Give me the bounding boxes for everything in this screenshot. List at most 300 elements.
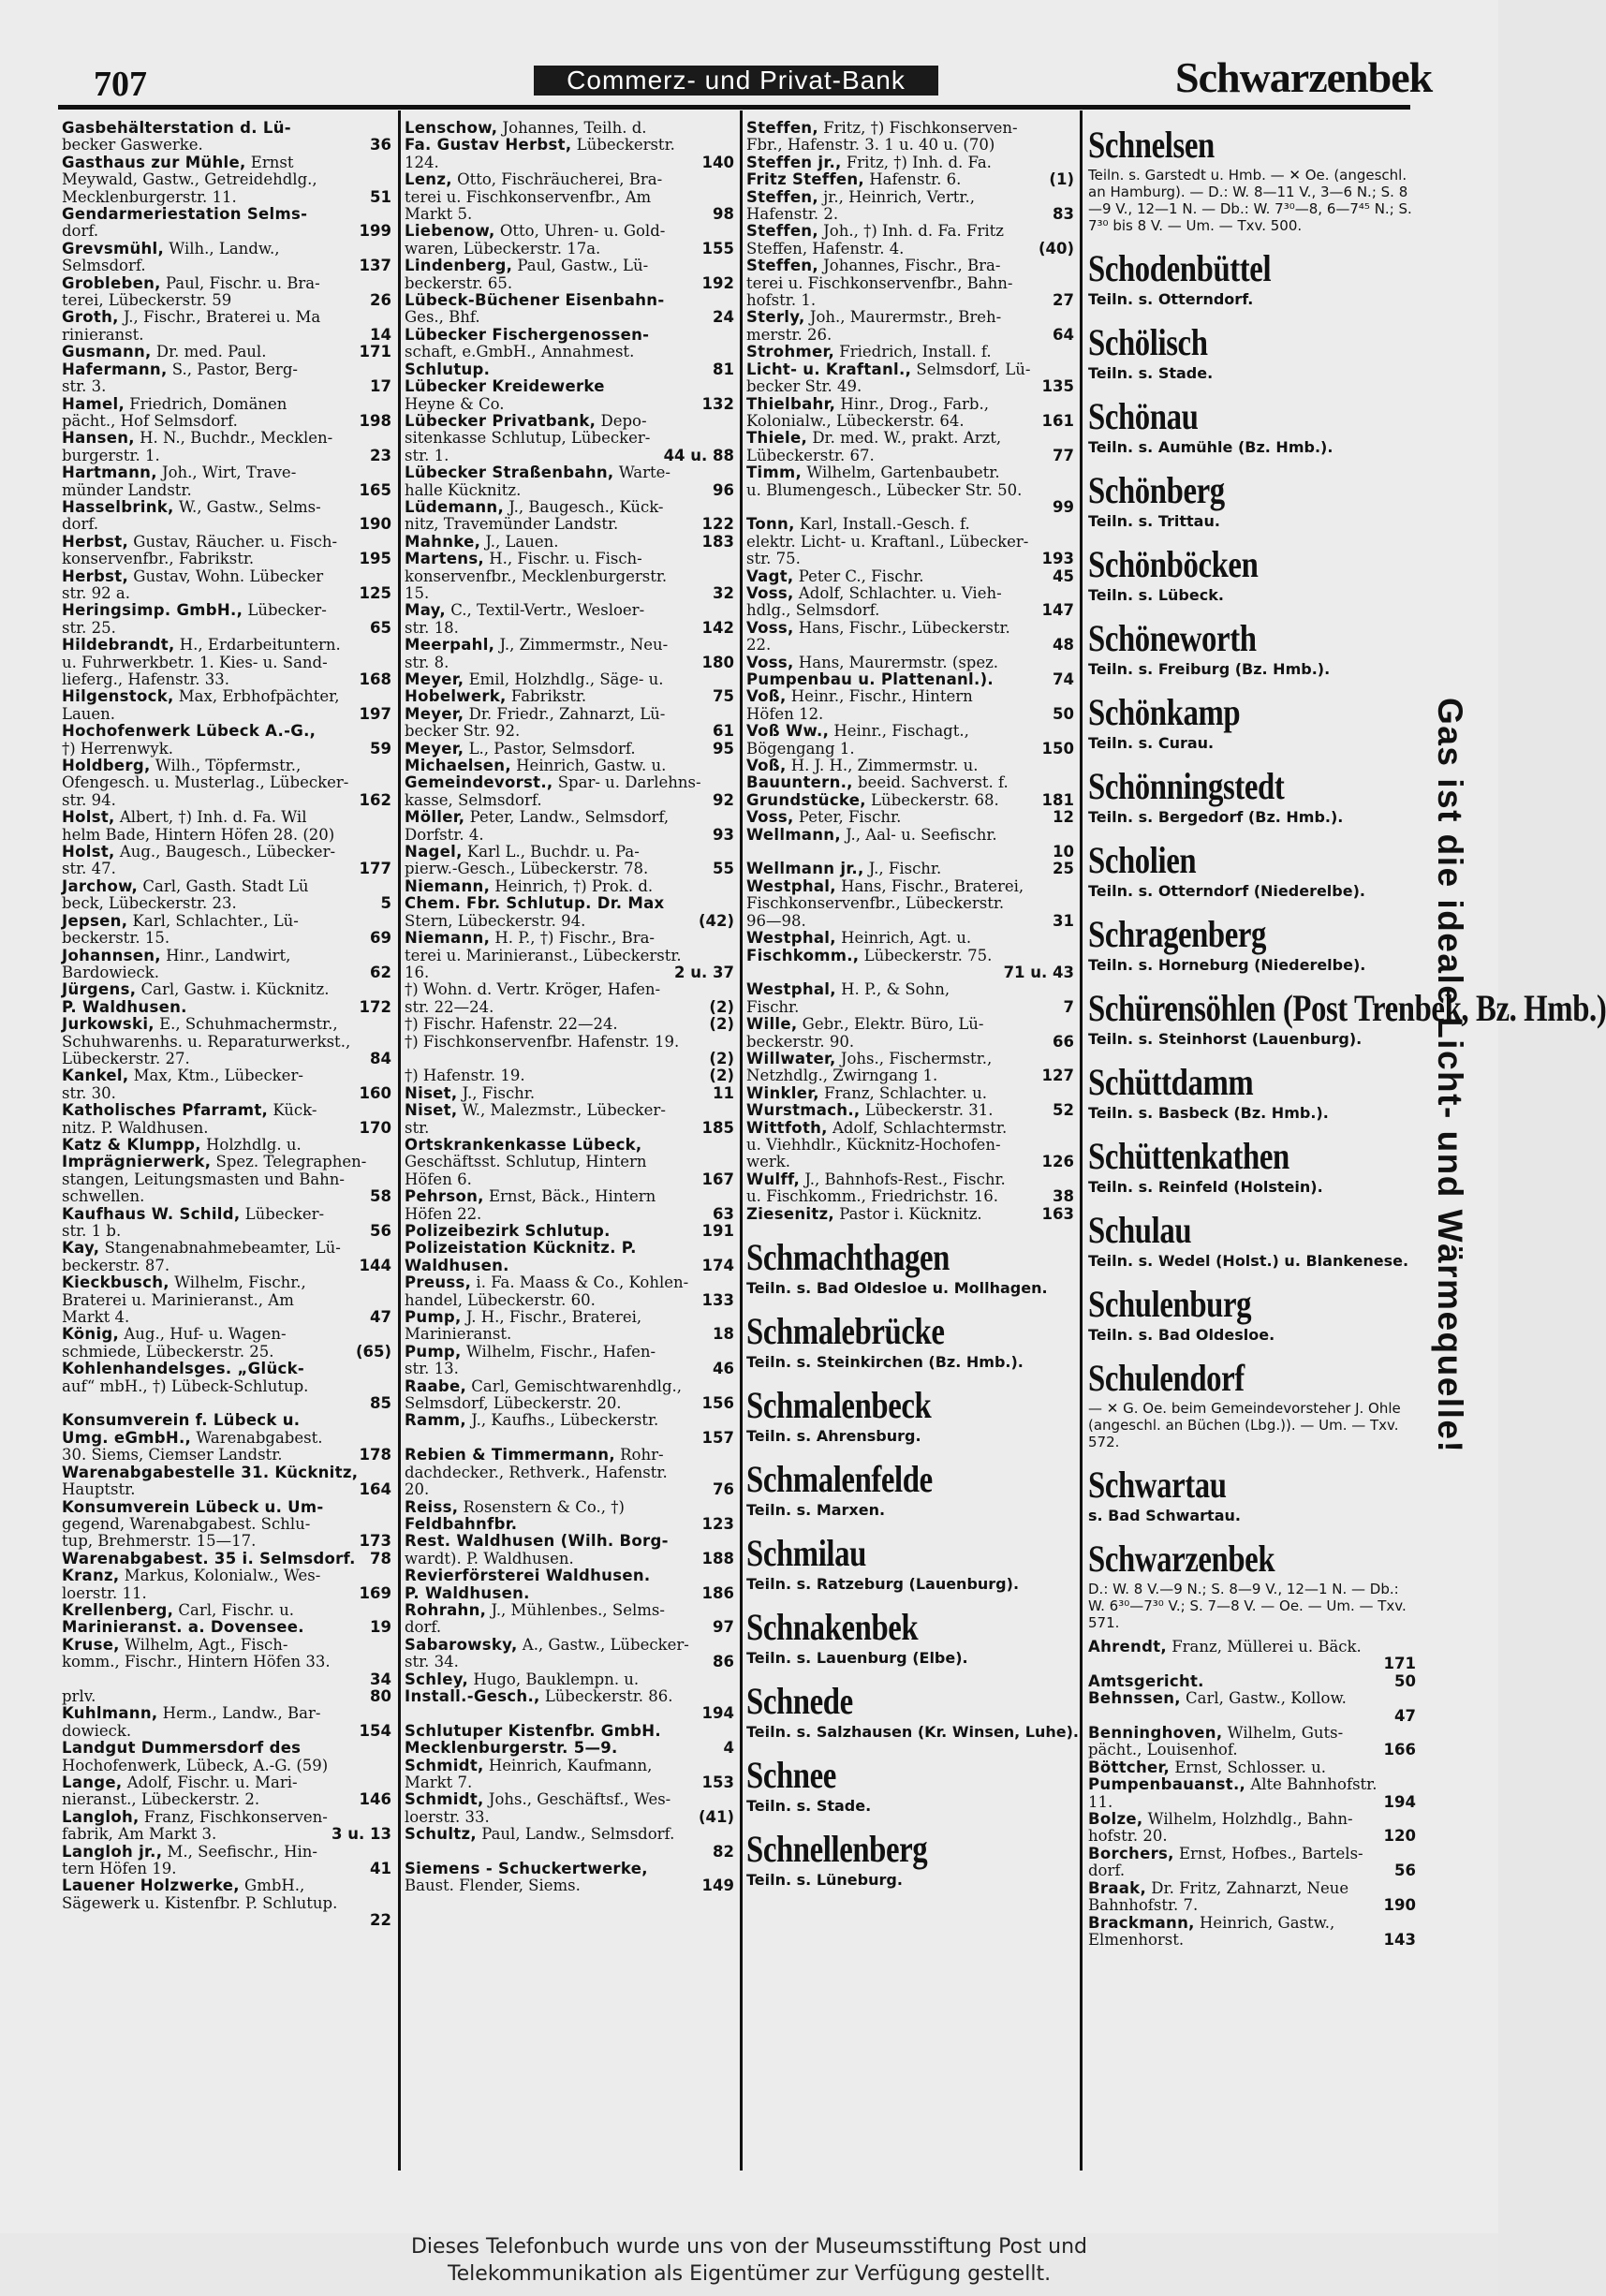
entry-number xyxy=(1068,827,1074,844)
entry-number xyxy=(386,758,391,774)
entry-line xyxy=(62,1912,391,1929)
entry-number xyxy=(386,981,391,998)
entry-line xyxy=(405,206,734,223)
entry-number: 19 xyxy=(370,1618,391,1637)
entry-number xyxy=(729,895,734,912)
entry-line xyxy=(62,1895,391,1912)
place-name: Schönböcken xyxy=(1088,543,1259,585)
place-block xyxy=(1088,1538,1416,1631)
entry-number: 171 xyxy=(1383,1655,1416,1673)
place-name: Schüttenkathen xyxy=(1088,1135,1289,1177)
entry-number: 11 xyxy=(713,1083,734,1102)
entry-number: 177 xyxy=(359,860,391,878)
entry-number: 36 xyxy=(370,136,391,155)
entry-text: Hansen, H. N., Buchdr., Mecklen- xyxy=(62,429,333,448)
entry-text: Rebien & Timmermann, Rohr- xyxy=(405,1446,664,1464)
entry-number: 14 xyxy=(370,325,391,344)
entry-text: Niemann, H. P., †) Fischr., Bra- xyxy=(405,929,656,948)
entry-number: 92 xyxy=(713,790,734,809)
entry-number: 76 xyxy=(713,1480,734,1499)
entry-text: Lübecker Fischergenossen- xyxy=(405,325,650,344)
entry-number: 173 xyxy=(359,1532,391,1551)
entry-number: 167 xyxy=(701,1170,734,1188)
entry-number: 150 xyxy=(1041,739,1074,758)
column-divider-1 xyxy=(398,110,401,2171)
entry-number: 153 xyxy=(701,1774,734,1791)
entry-line xyxy=(62,1102,391,1119)
entry-number xyxy=(386,206,391,223)
entry-text: Markt 4. xyxy=(62,1308,130,1327)
entry-line xyxy=(405,948,734,964)
entry-line xyxy=(405,120,734,137)
entry-text: Meerpahl, J., Zimmermstr., Neu- xyxy=(405,636,669,655)
entry-number xyxy=(1068,309,1074,326)
entry-text: Nagel, Karl L., Buchdr. u. Pa- xyxy=(405,843,640,861)
entry-number: 180 xyxy=(701,653,734,671)
entry-number: (2) xyxy=(709,1015,734,1034)
entry-number: 140 xyxy=(701,153,734,171)
entry-text: pierw.-Gesch., Lübeckerstr. 78. xyxy=(405,860,649,878)
entry-line xyxy=(405,396,734,413)
entry-line xyxy=(62,1551,391,1567)
entry-number xyxy=(1068,655,1074,671)
entry-line xyxy=(62,827,391,844)
entry-number xyxy=(729,1533,734,1550)
entry-number xyxy=(1068,1016,1074,1033)
entry-line xyxy=(1088,1708,1416,1725)
entry-number xyxy=(729,1464,734,1481)
entry-number xyxy=(386,1102,391,1119)
entry-line xyxy=(405,1602,734,1619)
entry-text: pächt., Louisenhof. xyxy=(1088,1741,1238,1759)
entry-text: Jepsen, Karl, Schlachter., Lü- xyxy=(62,911,299,930)
entry-text: prlv. xyxy=(62,1686,96,1705)
entry-number: 166 xyxy=(1383,1741,1416,1759)
entry-text: Hamel, Friedrich, Domänen xyxy=(62,394,287,413)
entry-line xyxy=(746,792,1074,809)
place-name: Schulau xyxy=(1088,1209,1192,1251)
entry-line xyxy=(405,1085,734,1102)
entry-number: 48 xyxy=(1053,636,1074,655)
entry-line xyxy=(746,637,1074,654)
entry-line xyxy=(62,723,391,740)
entry-text: Ges., Bhf. xyxy=(405,308,480,327)
place-reference: Teiln. s. Lüneburg. xyxy=(746,1871,903,1889)
entry-text: hofstr. 1. xyxy=(746,291,817,310)
entry-line xyxy=(746,844,1074,861)
entry-text: Thielbahr, Hinr., Drog., Farb., xyxy=(746,394,989,413)
entry-text: Höfen 12. xyxy=(746,704,824,723)
entry-line xyxy=(62,1292,391,1309)
entry-text: Umg. eGmbH., Warenabgabest. xyxy=(62,1428,323,1447)
entry-line xyxy=(405,1016,734,1033)
entry-number xyxy=(1410,1690,1416,1707)
entry-number: 185 xyxy=(701,1118,734,1137)
entry-line xyxy=(746,464,1074,481)
entry-text: tern Höfen 19. xyxy=(62,1860,177,1878)
entry-number: 163 xyxy=(1041,1204,1074,1223)
entry-line xyxy=(405,827,734,844)
entry-number: 133 xyxy=(701,1290,734,1309)
entry-text: Hochofenwerk Lübeck A.-G., xyxy=(62,722,317,741)
entry-text: Braterei u. Marinieranst., Am xyxy=(62,1290,294,1309)
entry-line xyxy=(405,1464,734,1481)
entry-text: Heyne & Co. xyxy=(405,394,505,413)
entry-line xyxy=(62,1137,391,1154)
entry-line xyxy=(746,620,1074,637)
entry-number: 51 xyxy=(370,187,391,206)
entry-line xyxy=(746,568,1074,585)
entry-line xyxy=(62,1378,391,1395)
entry-line xyxy=(405,568,734,585)
entry-line xyxy=(405,878,734,895)
entry-line xyxy=(62,378,391,395)
entry-text: Voß, Heinr., Fischr., Hintern xyxy=(746,687,973,706)
entry-text: †) Fischkonservenfbr. Hafenstr. 19. xyxy=(405,1032,680,1051)
place-reference: Teiln. s. Garstedt u. Hmb. — ✕ Oe. (angeschl. an Hamburg). — D.: W. 8—11 V., 3—6 N.; S. 8—9 V., 12—1 N. — Db.: W. 7³⁰—8, 6—7⁴⁵ N.; S. 7³⁰ bis 8 V. — Um. — Txv. 500. xyxy=(1088,167,1412,234)
entry-text: str. 13. xyxy=(405,1360,459,1378)
place-name: Scholien xyxy=(1088,839,1197,881)
place-name: Schnelsen xyxy=(1088,124,1215,166)
entry-number xyxy=(1068,758,1074,774)
place-name: Schmalenfelde xyxy=(746,1458,933,1500)
entry-number xyxy=(386,534,391,551)
entry-number xyxy=(729,120,734,137)
entry-text: Siemens - Schuckertwerke, xyxy=(405,1860,648,1878)
entry-number xyxy=(729,1309,734,1326)
place-name: Schulendorf xyxy=(1088,1357,1245,1399)
entry-line xyxy=(405,585,734,602)
entry-number: 127 xyxy=(1041,1067,1074,1085)
entry-line xyxy=(405,171,734,188)
entry-line xyxy=(746,895,1074,912)
place-reference: Teiln. s. Ratzeburg (Lauenburg). xyxy=(746,1575,1020,1593)
entry-text: Schley, Hugo, Bauklempn. u. xyxy=(405,1670,640,1688)
entry-line xyxy=(62,137,391,154)
place-reference: Teiln. s. Aumühle (Bz. Hmb.). xyxy=(1088,438,1333,456)
entry-number: 95 xyxy=(713,739,734,758)
entry-text: dorf. xyxy=(62,515,99,534)
entry-number xyxy=(729,137,734,154)
entry-number: 46 xyxy=(713,1360,734,1378)
entry-number: (65) xyxy=(355,1342,391,1361)
entry-line xyxy=(405,1861,734,1877)
entry-line xyxy=(405,361,734,378)
entry-text: Hafermann, S., Pastor, Berg- xyxy=(62,360,298,378)
entry-number xyxy=(729,378,734,395)
entry-number xyxy=(386,1654,391,1670)
entry-number: 45 xyxy=(1053,567,1074,585)
entry-text: Ofengesch. u. Musterlag., Lübecker- xyxy=(62,773,349,792)
entry-number: (1) xyxy=(1049,170,1074,189)
entry-text: Kranz, Markus, Kolonialw., Wes- xyxy=(62,1567,321,1585)
entry-number xyxy=(729,551,734,567)
entry-text: Ahrendt, Franz, Müllerei u. Bäck. xyxy=(1088,1638,1362,1656)
entry-text: Jurkowski, E., Schuhmachermstr., xyxy=(62,1015,338,1034)
entry-line xyxy=(62,774,391,791)
entry-line xyxy=(62,1206,391,1223)
entry-text: münder Landstr. xyxy=(62,480,192,499)
entry-line xyxy=(746,327,1074,344)
entry-number: 74 xyxy=(1053,670,1074,688)
entry-text: lieferg., Hafenstr. 33. xyxy=(62,670,230,688)
entry-text: str. 92 a. xyxy=(62,583,130,602)
entry-line xyxy=(1088,1897,1416,1914)
entry-line xyxy=(62,1274,391,1291)
entry-line xyxy=(62,895,391,912)
entry-line xyxy=(62,1809,391,1826)
place-block xyxy=(746,1606,1074,1667)
entry-line xyxy=(62,516,391,533)
entry-text: Marinieranst. xyxy=(405,1325,512,1344)
entry-text: becker Str. 92. xyxy=(405,722,521,741)
place-block xyxy=(1088,839,1416,900)
entry-number: 123 xyxy=(701,1514,734,1533)
place-reference: Teiln. s. Bad Oldesloe. xyxy=(1088,1326,1275,1344)
entry-text: Licht- u. Kraftanl., Selmsdorf, Lü- xyxy=(746,360,1031,378)
entry-number: 3 u. 13 xyxy=(332,1825,391,1844)
entry-line xyxy=(405,1034,734,1051)
entry-number xyxy=(386,723,391,740)
entry-line xyxy=(405,1654,734,1670)
entry-text: terei u. Marinieranst., Lübeckerstr. xyxy=(405,946,682,964)
entry-line xyxy=(62,688,391,705)
entry-line xyxy=(405,464,734,481)
entry-text: Böttcher, Ernst, Schlosser. u. xyxy=(1088,1758,1327,1776)
place-block xyxy=(1088,617,1416,678)
entry-number xyxy=(729,637,734,654)
entry-text: str. 47. xyxy=(62,860,116,878)
entry-line xyxy=(746,1016,1074,1033)
entry-line xyxy=(405,1067,734,1084)
entry-line xyxy=(62,258,391,274)
entry-number xyxy=(386,1326,391,1343)
entry-line xyxy=(746,378,1074,395)
entry-line xyxy=(1088,1759,1416,1776)
entry-number: 63 xyxy=(713,1204,734,1223)
entry-number xyxy=(1410,1759,1416,1776)
place-block xyxy=(1088,765,1416,826)
entry-line xyxy=(405,1844,734,1861)
place-name: Schodenbüttel xyxy=(1088,247,1272,289)
entry-number xyxy=(729,844,734,861)
entry-number: 174 xyxy=(701,1256,734,1274)
entry-number xyxy=(1068,930,1074,947)
entry-number xyxy=(386,1602,391,1619)
entry-text: Wulff, J., Bahnhofs-Rest., Fischr. xyxy=(746,1170,1006,1188)
entry-line xyxy=(405,981,734,998)
entry-number xyxy=(386,171,391,188)
entry-line xyxy=(62,206,391,223)
entry-line xyxy=(405,620,734,637)
entry-number: 22 xyxy=(370,1911,391,1930)
entry-number xyxy=(1068,137,1074,154)
entry-number xyxy=(1410,1846,1416,1862)
entry-line xyxy=(405,1551,734,1567)
header-rule xyxy=(58,105,1410,110)
entry-number xyxy=(386,1567,391,1584)
entry-text: Lübeck-Büchener Eisenbahn- xyxy=(405,291,665,310)
entry-text: Imprägnierwerk, Spez. Telegraphen- xyxy=(62,1153,367,1171)
entry-number xyxy=(729,1344,734,1361)
entry-line xyxy=(405,137,734,154)
entry-line xyxy=(746,1102,1074,1119)
entry-line xyxy=(62,602,391,619)
entry-line xyxy=(746,206,1074,223)
entry-text: Martens, H., Fischr. u. Fisch- xyxy=(405,550,642,568)
entry-number xyxy=(729,189,734,206)
entry-number xyxy=(1068,275,1074,292)
entry-text: Wittfoth, Adolf, Schlachtermstr. xyxy=(746,1118,1008,1137)
entry-number xyxy=(386,1412,391,1429)
entry-number xyxy=(729,1637,734,1654)
entry-line xyxy=(746,706,1074,723)
entry-line xyxy=(746,189,1074,206)
entry-number xyxy=(729,602,734,619)
entry-text: Benninghoven, Wilhelm, Guts- xyxy=(1088,1724,1344,1743)
entry-text: waren, Lübeckerstr. 17a. xyxy=(405,239,601,258)
entry-text: Holst, Albert, †) Inh. d. Fa. Wil xyxy=(62,808,307,827)
entry-number: 58 xyxy=(370,1187,391,1206)
entry-line xyxy=(746,241,1074,258)
entry-number xyxy=(1410,1639,1416,1656)
entry-number xyxy=(386,1361,391,1377)
entry-line xyxy=(405,1412,734,1429)
entry-line xyxy=(62,1188,391,1205)
entry-text: Hildebrandt, H., Erdarbeituntern. xyxy=(62,636,341,655)
entry-number xyxy=(386,827,391,844)
entry-line xyxy=(62,120,391,137)
column-2 xyxy=(405,120,734,2180)
entry-text: 30. Siems, Ciemser Landstr. xyxy=(62,1446,283,1464)
entry-text: becker Gaswerke. xyxy=(62,136,203,155)
entry-number xyxy=(1068,430,1074,447)
entry-text: Schmidt, Johs., Geschäftsf., Wes- xyxy=(405,1790,671,1809)
place-block xyxy=(1088,1283,1416,1344)
entry-line xyxy=(405,482,734,499)
entry-line xyxy=(62,1602,391,1619)
entry-text: Thiele, Dr. med. W., prakt. Arzt, xyxy=(746,429,1002,448)
entry-text: 15. xyxy=(405,583,430,602)
entry-text: Willwater, Johs., Fischermstr., xyxy=(746,1049,993,1067)
entry-text: Voss, Peter, Fischr. xyxy=(746,808,902,827)
entry-text: Lange, Adolf, Fischr. u. Mari- xyxy=(62,1774,298,1791)
entry-text: fabrik, Am Markt 3. xyxy=(62,1825,217,1844)
entry-number: 86 xyxy=(713,1653,734,1671)
entry-text: Lauen. xyxy=(62,704,116,723)
entry-number: 26 xyxy=(370,291,391,310)
entry-line xyxy=(1088,1690,1416,1707)
entry-number xyxy=(386,120,391,137)
entry-text: str. 25. xyxy=(62,618,116,637)
entry-number xyxy=(729,1154,734,1170)
entry-line xyxy=(405,1877,734,1894)
entry-number xyxy=(386,1378,391,1395)
entry-line xyxy=(405,258,734,274)
entry-number: 191 xyxy=(701,1222,734,1240)
entry-line xyxy=(405,275,734,292)
entry-number: 61 xyxy=(713,722,734,741)
entry-text: Elmenhorst. xyxy=(1088,1930,1185,1949)
entry-text: Wurstmach., Lübeckerstr. 31. xyxy=(746,1101,994,1120)
place-block xyxy=(746,1458,1074,1519)
entry-number: 84 xyxy=(370,1049,391,1067)
entry-number xyxy=(1068,981,1074,998)
entry-text: beckerstr. 90. xyxy=(746,1032,855,1051)
entry-number: (41) xyxy=(698,1807,734,1826)
entry-line xyxy=(405,1344,734,1361)
entry-line xyxy=(62,1671,391,1688)
place-reference: Teiln. s. Marxen. xyxy=(746,1501,886,1519)
entry-number: 78 xyxy=(370,1549,391,1567)
entry-number: 52 xyxy=(1053,1101,1074,1120)
entry-line xyxy=(405,1774,734,1791)
entry-text: dorf. xyxy=(405,1618,442,1637)
entry-number: 157 xyxy=(701,1428,734,1447)
entry-number: 31 xyxy=(1053,911,1074,930)
entry-line xyxy=(1088,1862,1416,1879)
entry-line xyxy=(405,1671,734,1688)
entry-line xyxy=(62,1705,391,1722)
entry-number xyxy=(729,758,734,774)
entry-line xyxy=(746,913,1074,930)
entry-line xyxy=(62,1791,391,1808)
entry-text: Brackmann, Heinrich, Gastw., xyxy=(1088,1913,1335,1932)
entry-text: Voss, Hans, Maurermstr. (spez. xyxy=(746,653,999,671)
entry-text: Rest. Waldhusen (Wilh. Borg- xyxy=(405,1532,669,1551)
entry-number: 96 xyxy=(713,480,734,499)
entry-text: Bahnhofstr. 7. xyxy=(1088,1896,1199,1915)
entry-line xyxy=(62,1344,391,1361)
entry-number xyxy=(386,637,391,654)
entry-number xyxy=(386,1154,391,1170)
entry-number xyxy=(729,878,734,895)
entry-line xyxy=(62,1585,391,1602)
entry-line xyxy=(746,688,1074,705)
entry-text: Heringsimp. GmbH., Lübecker- xyxy=(62,601,327,620)
entry-text: Bardowieck. xyxy=(62,963,159,981)
entry-number: 186 xyxy=(701,1583,734,1602)
entry-line xyxy=(746,448,1074,464)
entry-number: 135 xyxy=(1041,377,1074,396)
entry-text: Pehrson, Ernst, Bäck., Hintern xyxy=(405,1187,656,1206)
entry-line xyxy=(405,1758,734,1774)
entry-text: Warenabgabest. 35 i. Selmsdorf. xyxy=(62,1549,356,1567)
entry-number xyxy=(1068,189,1074,206)
entry-line xyxy=(746,1188,1074,1205)
entry-line xyxy=(746,137,1074,154)
entry-line xyxy=(746,964,1074,981)
entry-line xyxy=(405,1361,734,1377)
entry-text: Fa. Gustav Herbst, Lübeckerstr. xyxy=(405,136,675,155)
entry-text: Hafenstr. 2. xyxy=(746,205,839,224)
entry-number xyxy=(386,1774,391,1791)
entry-line xyxy=(405,1447,734,1464)
entry-text: Voss, Hans, Fischr., Lübeckerstr. xyxy=(746,618,1010,637)
entry-line xyxy=(62,792,391,809)
entry-number: 47 xyxy=(370,1308,391,1327)
entry-text: u. Fischkomm., Friedrichstr. 16. xyxy=(746,1187,999,1206)
entry-text: Polizeistation Kücknitz. P. xyxy=(405,1239,637,1258)
entry-text: Lauener Holzwerke, GmbH., xyxy=(62,1877,305,1895)
entry-line xyxy=(746,430,1074,447)
entry-line xyxy=(405,430,734,447)
entry-line xyxy=(405,1378,734,1395)
entry-line xyxy=(405,1430,734,1447)
place-block xyxy=(1088,1464,1416,1524)
entry-line xyxy=(1088,1932,1416,1949)
entry-number xyxy=(1068,534,1074,551)
